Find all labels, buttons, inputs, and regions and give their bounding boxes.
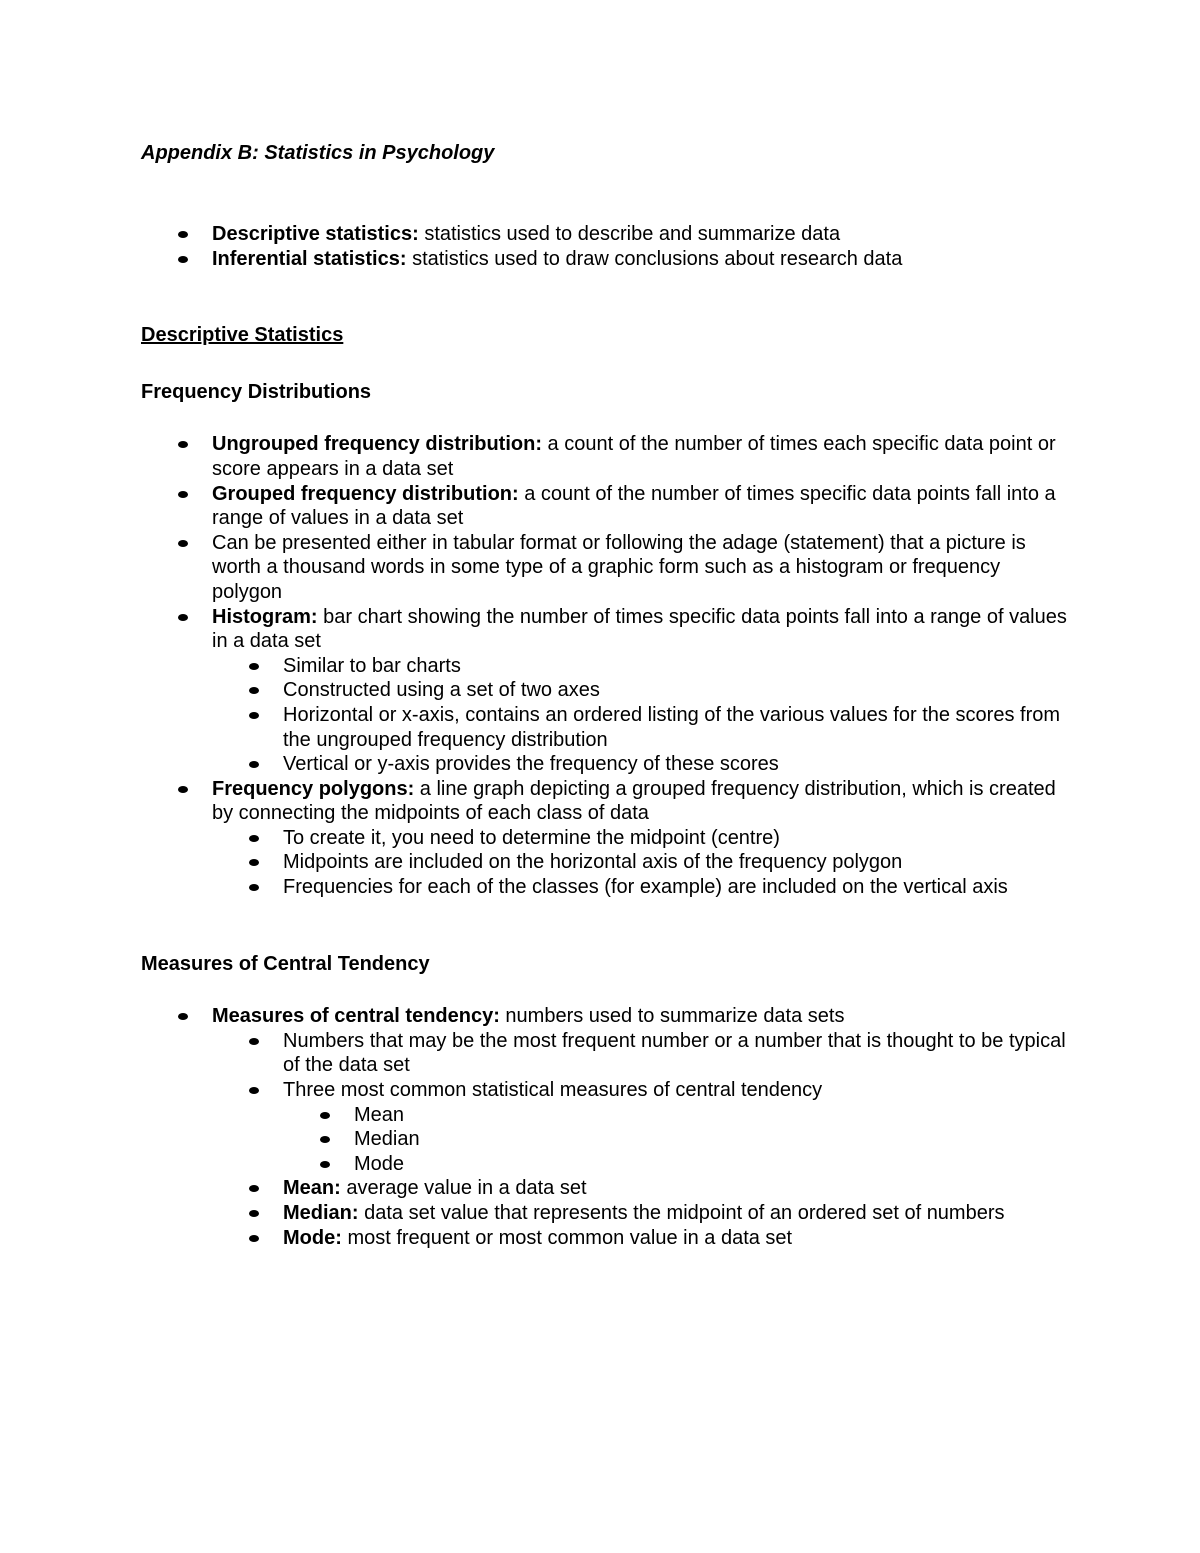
definition: data set value that represents the midpoint of an ordered set of numbers (358, 1202, 1005, 1224)
bullet-icon (249, 1087, 259, 1094)
definition: Can be presented either in tabular format or following the adage (statement) that a picture is worth a thousand words in some type of a graphic form such as a histogram or frequency polygon (212, 531, 1026, 603)
list-item (212, 1176, 1071, 1201)
list-item (212, 1029, 1071, 1078)
bullet-icon (249, 687, 259, 694)
spacer (141, 900, 1071, 952)
definition: numbers used to summarize data sets (499, 1005, 845, 1028)
list-item (283, 1103, 1071, 1128)
list-text: Numbers that may be the most frequent number or a number that is thought to be typical of the data set (283, 1029, 1066, 1077)
list-text: To create it, you need to determine the midpoint (centre) (283, 826, 780, 849)
bullet-icon (249, 835, 259, 842)
bullet-icon (249, 663, 259, 670)
bullet-icon (249, 1185, 259, 1192)
list-item (212, 1078, 1071, 1176)
bullet-icon (178, 441, 188, 448)
list-item (212, 654, 1071, 679)
bullet-icon (249, 761, 259, 768)
list-item (141, 222, 1071, 247)
definition: statistics used to describe and summarize data (418, 223, 841, 245)
document-page (141, 141, 1071, 1250)
spacer (141, 976, 1071, 1004)
term: Descriptive statistics: (212, 223, 419, 245)
spacer (141, 348, 1071, 380)
frequency-list (141, 432, 1071, 899)
bullet-icon (320, 1161, 330, 1168)
subsection-title: Measures of Central Tendency (141, 952, 430, 975)
bullet-icon (249, 1210, 259, 1217)
list-item (141, 432, 1071, 481)
document-title: Appendix B: Statistics in Psychology (141, 142, 495, 164)
term: Ungrouped frequency distribution: (212, 433, 542, 456)
bullet-icon (178, 491, 188, 498)
term: Frequency polygons: (212, 777, 415, 800)
list-item (212, 678, 1071, 703)
list-item (212, 875, 1071, 900)
term: Grouped frequency distribution: (212, 482, 519, 505)
bullet-icon (178, 786, 188, 793)
bullet-icon (249, 884, 259, 891)
bullet-icon (178, 540, 188, 547)
list-item (141, 1004, 1071, 1250)
list-text: Median (354, 1128, 420, 1151)
list-item (212, 1201, 1071, 1226)
bullet-icon (249, 859, 259, 866)
term: Histogram: (212, 605, 318, 628)
bullet-icon (178, 614, 188, 621)
bullet-icon (320, 1136, 330, 1143)
definition: most frequent or most common value in a data set (341, 1226, 793, 1249)
list-text: Constructed using a set of two axes (283, 679, 600, 702)
subsection-title: Frequency Distributions (141, 380, 372, 403)
term: Mode: (283, 1226, 342, 1249)
definition: a count of the number of times each specific data point or score appears in a data set (212, 433, 1056, 480)
section-title: Descriptive Statistics (141, 324, 344, 347)
polygon-sublist (141, 826, 1071, 900)
list-text: Vertical or y-axis provides the frequency of these scores (283, 753, 779, 776)
term: Mean: (283, 1177, 341, 1200)
bullet-icon (320, 1112, 330, 1119)
bullet-icon (178, 256, 188, 263)
term: Median: (283, 1202, 359, 1224)
histogram-sublist (141, 654, 1071, 777)
definition: average value in a data set (340, 1177, 587, 1200)
list-item (141, 531, 1071, 605)
list-item (212, 826, 1071, 851)
spacer (141, 271, 1071, 323)
list-item (283, 1127, 1071, 1152)
spacer (141, 404, 1071, 432)
list-item (141, 777, 1071, 900)
definition: a count of the number of times specific data points fall into a range of values in a data set (212, 482, 1056, 530)
definition: bar chart showing the number of times specific data points fall into a range of values in a data set (212, 605, 1067, 653)
list-item (212, 752, 1071, 777)
term: Inferential statistics: (212, 247, 407, 270)
definition: a line graph depicting a grouped frequency distribution, which is created by connecting the midpoints of each class of data (212, 777, 1056, 825)
list-item (283, 1152, 1071, 1177)
bullet-icon (178, 1013, 188, 1020)
intro-list (141, 222, 1071, 271)
list-item (212, 850, 1071, 875)
central-tendency-list (141, 1004, 1071, 1250)
list-text: Midpoints are included on the horizontal axis of the frequency polygon (283, 851, 903, 874)
list-item (141, 482, 1071, 531)
bullet-icon (249, 1038, 259, 1045)
list-text: Similar to bar charts (283, 654, 461, 677)
list-text: Three most common statistical measures of central tendency (283, 1079, 823, 1102)
list-item (141, 247, 1071, 272)
bullet-icon (249, 712, 259, 719)
list-text: Frequencies for each of the classes (for example) are included on the vertical axis (283, 876, 1008, 899)
list-item (141, 605, 1071, 777)
bullet-icon (178, 231, 188, 238)
bullet-icon (249, 1235, 259, 1242)
list-item (212, 1226, 1071, 1251)
central-sublist (141, 1029, 1071, 1250)
list-text: Horizontal or x-axis, contains an ordered listing of the various values for the scores from the ungrouped frequency distribution (283, 703, 1061, 751)
list-text: Mean (354, 1103, 405, 1126)
measures-sublist (212, 1103, 1071, 1177)
list-text: Mode (354, 1152, 405, 1175)
definition: statistics used to draw conclusions about research data (406, 247, 903, 270)
spacer (141, 166, 1071, 222)
list-item (212, 703, 1071, 752)
term: Measures of central tendency: (212, 1005, 500, 1028)
